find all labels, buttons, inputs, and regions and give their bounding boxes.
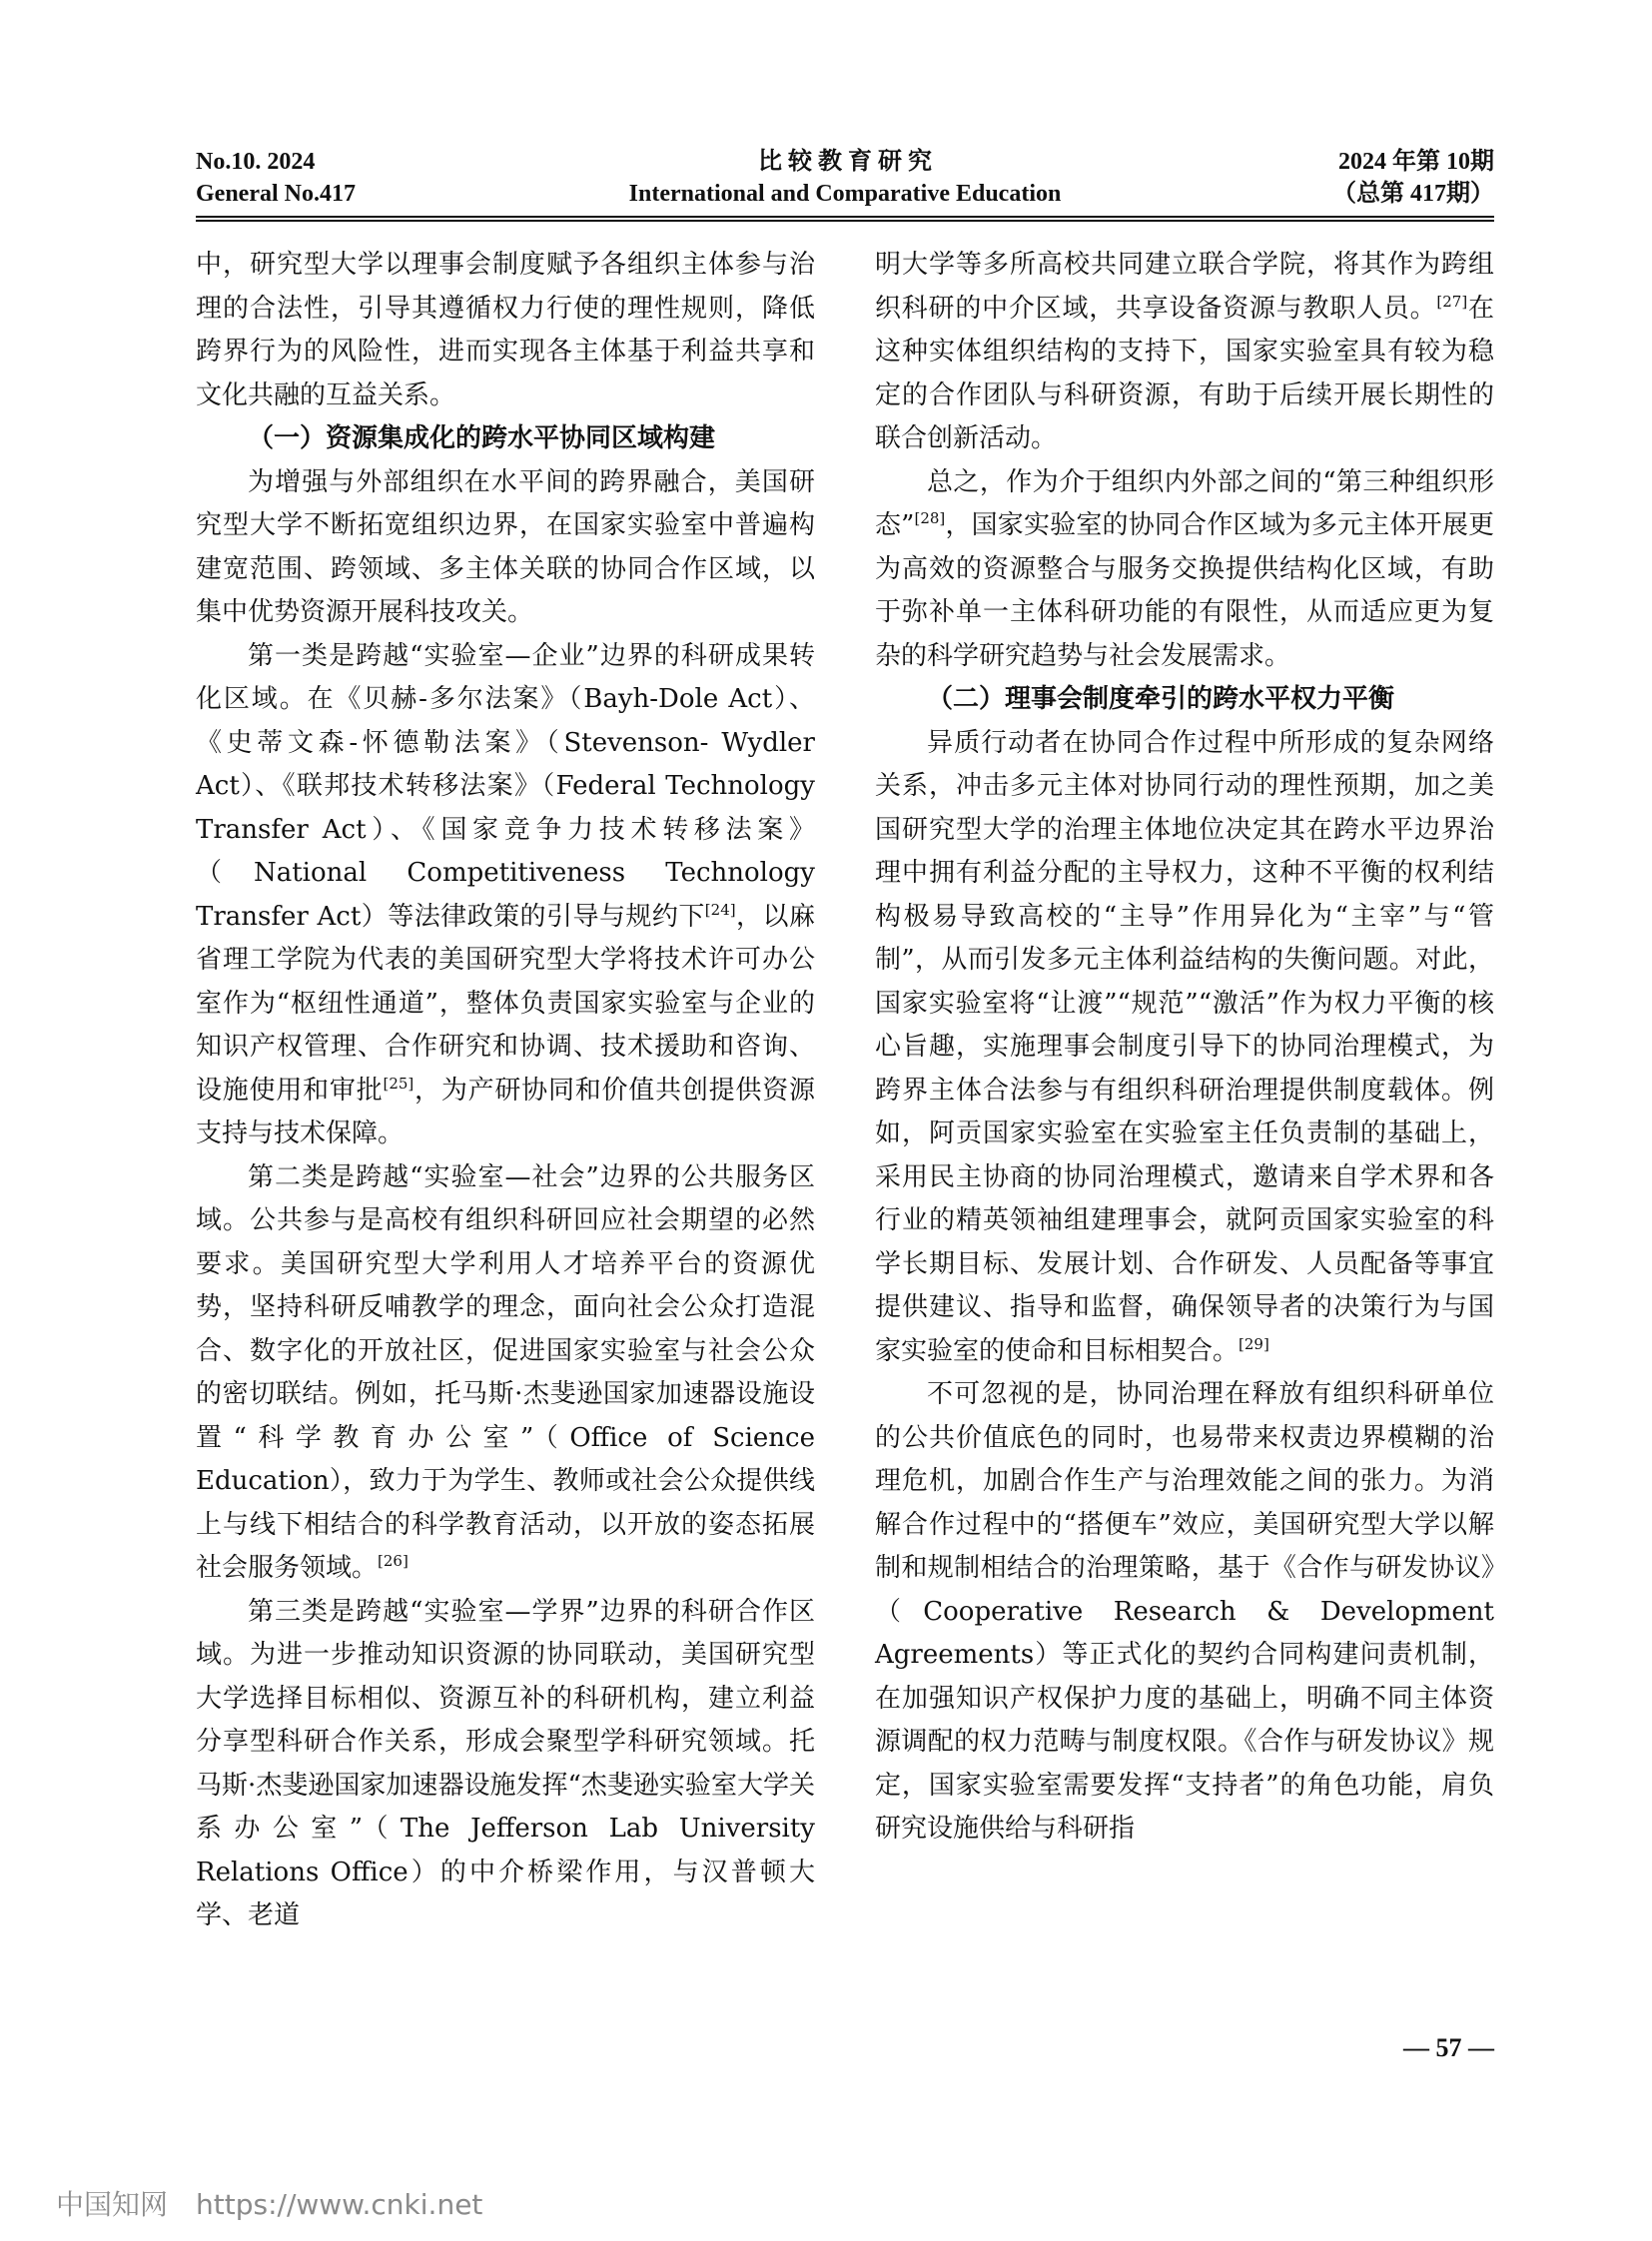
journal-title-en: International and Comparative Education [628,181,1062,207]
issue-year-cn: 2024 年第 10期 [1338,149,1494,175]
right-column [875,244,1494,1852]
running-header [196,142,1494,214]
paragraph: 总之，作为介于组织内外部之间的“第三种组织形态”[28]，国家实验室的协同合作区域为多元主体开展更为高效的资源整合与服务交换提供结构化区域，有助于弥补单一主体科研功能的有限性，从而适应更为复杂的科学研究趋势与社会发展需求。 [875,466,1494,671]
header-rule-top [196,216,1494,218]
paragraph: 异质行动者在协同合作过程中所形成的复杂网络关系，冲击多元主体对协同行动的理性预期，加之美国研究型大学的治理主体地位决定其在跨水平边界治理中拥有利益分配的主导权力，这种不平衡的权利结构极易导致高校的“主导”作用异化为“主宰”与“管制”，从而引发多元主体利益结构的失衡问题。对此，国家实验室将“让渡”“规范”“激活”作为权力平衡的核心旨趣，实施理事会制度引导下的协同治理模式，为跨界主体合法参与有组织科研治理提供制度载体。例如，阿贡国家实验室在实验室主任负责制的基础上，采用民主协商的协同治理模式，邀请来自学术界和各行业的精英领袖组建理事会，就阿贡国家实验室的科学长期目标、发展计划、合作研发、人员配备等事宜提供建议、指导和监督，确保领导者的决策行为与国家实验室的使命和目标相契合。[29] [875,727,1494,1366]
left-column [196,244,815,1938]
paragraph: 第二类是跨越“实验室—社会”边界的公共服务区域。公共参与是高校有组织科研回应社会期望的必然要求。美国研究型大学利用人才培养平台的资源优势，坚持科研反哺教学的理念，面向社会公众打造混合、数字化的开放社区，促进国家实验室与社会公众的密切联结。例如，托马斯·杰斐逊国家加速器设施设置“科学教育办公室”（Office of Science Education），致力于为学生、教师或社会公众提供线上与线下相结合的科学教育活动，以开放的姿态拓展社会服务领域。[26] [196,1161,815,1583]
citation-ref: [24] [704,900,736,919]
header-rule-bottom [196,220,1494,222]
header-center [196,146,1494,210]
page-number: — 57 — [1403,2033,1494,2062]
paragraph: 第一类是跨越“实验室—企业”边界的科研成果转化区域。在《贝赫-多尔法案》（Bayh-Dole Act）、《史蒂文森-怀德勒法案》（Stevenson- Wydler Act）、《联邦技术转移法案》（Federal Technology Transfer Act）、《国家竞争力技术转移法案》（National Competitiveness Technology Transfer Act）等法律政策的引导与规约下[24]，以麻省理工学院为代表的美国研究型大学将技术许可办公室作为“枢纽性通道”，整体负责国家实验室与企业的知识产权管理、合作研究和协调、技术援助和咨询、设施使用和审批[25]，为产研协同和价值共创提供资源支持与技术保障。 [196,640,815,1148]
citation-ref: [26] [378,1552,409,1570]
citation-ref: [27] [1436,292,1468,311]
paragraph: 为增强与外部组织在水平间的跨界融合，美国研究型大学不断拓宽组织边界，在国家实验室中普遍构建宽范围、跨领域、多主体关联的协同合作区域，以集中优势资源开展科技攻关。 [196,466,815,627]
watermark-brand: 中国知网 [56,2188,169,2221]
header-right [1332,146,1494,210]
general-number: General No.417 [196,181,356,207]
citation-ref: [25] [383,1074,414,1093]
citation-ref: [28] [914,509,946,527]
general-number-cn: （总第 417期） [1332,181,1494,207]
section-heading: （二）理事会制度牵引的跨水平权力平衡 [927,684,1395,714]
journal-title-cn: 比 较 教 育 研 究 [758,149,932,175]
section-heading: （一）资源集成化的跨水平协同区域构建 [248,423,716,453]
cnki-watermark [56,2183,482,2223]
paragraph: 不可忽视的是，协同治理在释放有组织科研单位的公共价值底色的同时，也易带来权责边界模糊的治理危机，加剧合作生产与治理效能之间的张力。为消解合作过程中的“搭便车”效应，美国研究型大学以解制和规制相结合的治理策略，基于《合作与研发协议》（Cooperative Research & Development Agreements）等正式化的契约合同构建问责机制，在加强知识产权保护力度的基础上，明确不同主体资源调配的权力范畴与制度权限。《合作与研发协议》规定，国家实验室需要发挥“支持者”的角色功能，肩负研究设施供给与科研指 [875,1379,1494,1844]
issue-number: No.10. 2024 [196,149,316,175]
watermark-url: https://www.cnki.net [196,2188,483,2221]
paragraph: 中，研究型大学以理事会制度赋予各组织主体参与治理的合法性，引导其遵循权力行使的理性规则，降低跨界行为的风险性，进而实现各主体基于利益共享和文化共融的互益关系。 [196,250,815,410]
paragraph: 明大学等多所高校共同建立联合学院，将其作为跨组织科研的中介区域，共享设备资源与教职人员。[27]在这种实体组织结构的支持下，国家实验室具有较为稳定的合作团队与科研资源，有助于后续开展长期性的联合创新活动。 [875,250,1494,453]
paragraph: 第三类是跨越“实验室—学界”边界的科研合作区域。为进一步推动知识资源的协同联动，美国研究型大学选择目标相似、资源互补的科研机构，建立利益分享型科研合作关系，形成会聚型学科研究领域。托马斯·杰斐逊国家加速器设施发挥“杰斐逊实验室大学关系办公室”（The Jefferson Lab University Relations Office）的中介桥梁作用，与汉普顿大学、老道 [196,1596,815,1930]
citation-ref: [29] [1239,1334,1269,1353]
